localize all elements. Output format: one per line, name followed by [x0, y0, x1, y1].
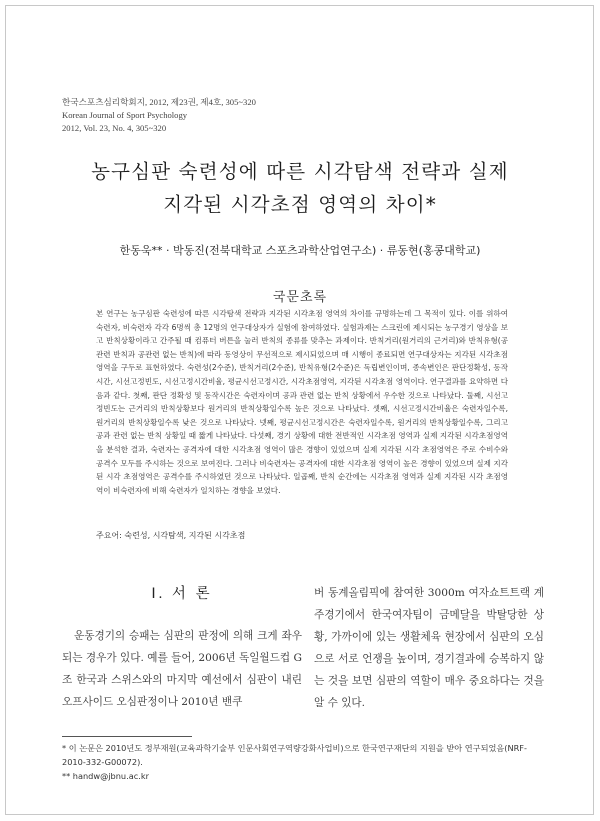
abstract-heading: 국문초록 [272, 290, 328, 305]
author-list: 한동욱** · 박동진(전북대학교 스포츠과학산업연구소) · 류동현(홍콩대학교) [119, 244, 481, 257]
footnote-divider [62, 736, 192, 737]
paper-title-line-2: 지각된 시각초점 영역의 차이* [163, 193, 437, 216]
paper-title-line-1: 농구심판 숙련성에 따른 시각탐색 전략과 실제 [91, 160, 509, 183]
journal-name-english: Korean Journal of Sport Psychology [62, 110, 188, 120]
section-heading-introduction: Ⅰ. 서 론 [151, 586, 213, 602]
body-paragraph-right: 버 동계올림픽에 참여한 3000m 여자쇼트트랙 계주경기에서 한국여자팀이 금메달을 박탈당한 상황, 가까이에 있는 생활체육 현장에서 심판의 오심으로 서로 언쟁을 높이며, 경기결과에 승복하지 않는 것을 보면 심판의 역할이 매우 중요하다는 것을 알 수 있다. [314, 587, 544, 709]
footnotes [62, 742, 547, 783]
left-column [62, 582, 302, 713]
body-paragraph-left: 운동경기의 승패는 심판의 판정에 의해 크게 좌우되는 경우가 있다. 예를 들어, 2006년 독일월드컵 G조 한국과 스위스와의 마지막 예선에서 심판이 내린 오프사이드 오심판정이나 2010년 밴쿠 [62, 630, 302, 708]
abstract-body [96, 307, 508, 497]
right-column [314, 582, 544, 714]
footnote-funding: * 이 논문은 2010년도 정부재원(교육과학기술부 인문사회연구역량강화사업비)으로 한국연구재단의 지원을 받아 연구되었음(NRF-2010-332-G00072). [62, 743, 527, 767]
journal-header [62, 96, 256, 135]
keywords: 주요어: 숙련성, 시각탐색, 지각된 시각초점 [96, 531, 246, 540]
journal-citation-english: 2012, Vol. 23, No. 4, 305~320 [62, 123, 167, 133]
footnote-email: ** handw@jbnu.ac.kr [62, 770, 149, 781]
abstract-paragraph: 본 연구는 농구심판 숙련성에 따른 시각탐색 전략과 지각된 시각초점 영역의 차이를 규명하는데 그 목적이 있다. 이를 위하여 숙련자, 비숙련자 각각 6명씩 총 12명의 연구대상자가 실험에 참여하였다. 실험과제는 스크린에 제시되는 농구경기 영상을 보고 반칙상황이라고 간주될 때 컴퓨터 버튼을 눌러 반칙의 종류를 맞추는 과제이다. 반칙거리(원거리의 근거리)와 반칙유형(공관련 반칙과 공관련 없는 반칙)에 따라 동영상이 무선적으로 제시되었으며 매 시행이 종료되면 연구대상자는 지각된 시각초점 영역을 구두로 표현하였다. 숙련성(2수준), 반칙거리(2수준), 반칙유형(2수준)은 독립변인이며, 종속변인은 판단정확성, 동작시간, 시선고정빈도, 시선고정시간비율, 평균시선고정시간, 시각초점영역, 지각된 시각초점 영역이다. 연구결과를 요약하면 다음과 같다. 첫째, 판단 정확성 및 동작시간은 숙련자이며 공과 관련 없는 반칙 상황에서 우수한 것으로 나타났다. 둘째, 시선고정빈도는 근거리의 반칙상황보다 원거리의 반칙상황일수록 높은 것으로 나타났다. 셋째, 시선고정시간비율은 숙련자일수록, 원거리의 반칙상황일수록 낮은 것으로 나타났다. 넷째, 평균시선고정시간은 숙련자일수록, 원거리의 반칙상황일수록, 그리고 공과 관련 없는 반칙 상황일 때 짧게 나타났다. 다섯째, 경기 상황에 대한 전반적인 시각초점 영역과 실제 지각된 시각초점영역을 분석한 결과, 숙련자는 공격자에 대한 시각초점 영역이 많은 경향이 있었으며 실제 지각된 시각 초점영역은 주로 수비수와 공격수 모두를 주시하는 것으로 보여진다. 그러나 비숙련자는 공격자에 대한 시각초점 영역이 높은 경향이 있었으며 실제 지각된 시각 초점영역은 공격수를 주시하였던 것으로 나타났다. 일곱째, 반칙 순간에는 시각초점 영역과 실제 지각된 시각 초점영역이 비숙련자에 비해 숙련자가 일치하는 경향을 보였다. [96, 309, 508, 495]
journal-citation-korean: 한국스포츠심리학회지, 2012, 제23권, 제4호, 305~320 [62, 97, 256, 107]
